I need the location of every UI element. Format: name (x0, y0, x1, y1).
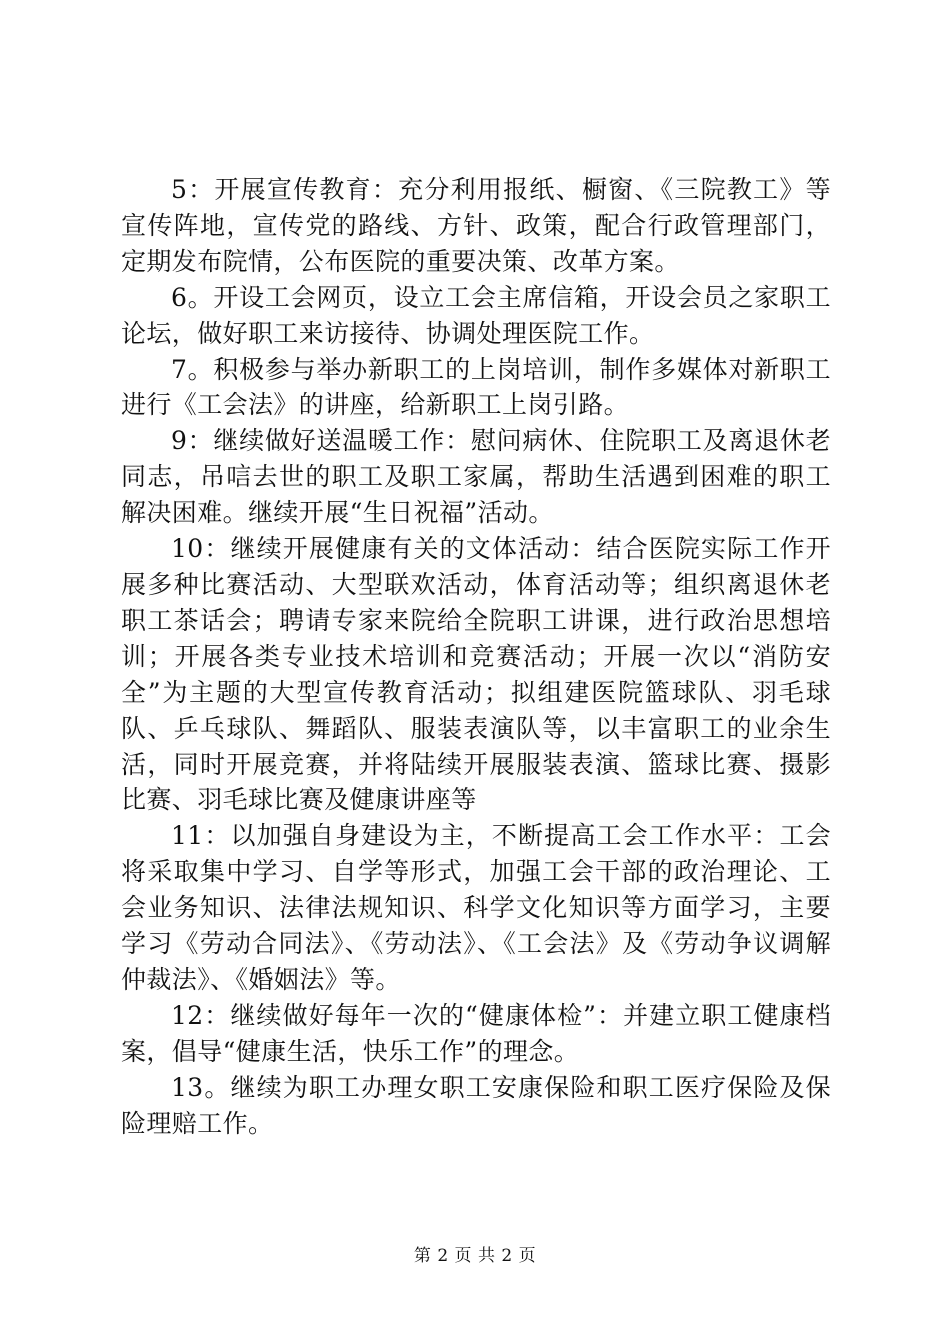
paragraph-item-11: 11：以加强自身建设为主，不断提高工会工作水平：工会将采取集中学习、自学等形式，加强工会干部的政治理论、工会业务知识、法律法规知识、科学文化知识等方面学习，主要学习《劳动合同法》、《劳动法》、《工会法》及《劳动争议调解仲裁法》、《婚姻法》等。 (121, 821, 831, 994)
paragraph-item-9: 9：继续做好送温暖工作：慰问病休、住院职工及离退休老同志，吊唁去世的职工及职工家属，帮助生活遇到困难的职工解决困难。继续开展“生日祝福”活动。 (121, 426, 831, 528)
paragraph-item-7: 7。积极参与举办新职工的上岗培训，制作多媒体对新职工进行《工会法》的讲座，给新职工上岗引路。 (121, 354, 831, 420)
paragraph-item-6: 6。开设工会网页，设立工会主席信箱，开设会员之家职工论坛，做好职工来访接待、协调处理医院工作。 (121, 282, 831, 348)
page-number-footer: 第 2 页 共 2 页 (413, 1246, 537, 1266)
paragraph-item-12: 12：继续做好每年一次的“健康体检”：并建立职工健康档案，倡导“健康生活，快乐工作”的理念。 (121, 1000, 831, 1066)
paragraph-item-5: 5：开展宣传教育：充分利用报纸、橱窗、《三院教工》等宣传阵地，宣传党的路线、方针、政策，配合行政管理部门，定期发布院情，公布医院的重要决策、改革方案。 (121, 175, 831, 276)
paragraph-item-10: 10：继续开展健康有关的文体活动：结合医院实际工作开展多种比赛活动、大型联欢活动，体育活动等；组织离退休老职工茶话会；聘请专家来院给全院职工讲课，进行政治思想培训；开展各类专业技术培训和竞赛活动；开展一次以“消防安全”为主题的大型宣传教育活动；拟组建医院篮球队、羽毛球队、乒乓球队、舞蹈队、服装表演队等，以丰富职工的业余生活，同时开展竞赛，并将陆续开展服装表演、篮球比赛、摄影比赛、羽毛球比赛及健康讲座等 (121, 534, 831, 815)
document-body (121, 172, 831, 1141)
paragraph-item-13: 13。继续为职工办理女职工安康保险和职工医疗保险及保险理赔工作。 (121, 1072, 831, 1138)
